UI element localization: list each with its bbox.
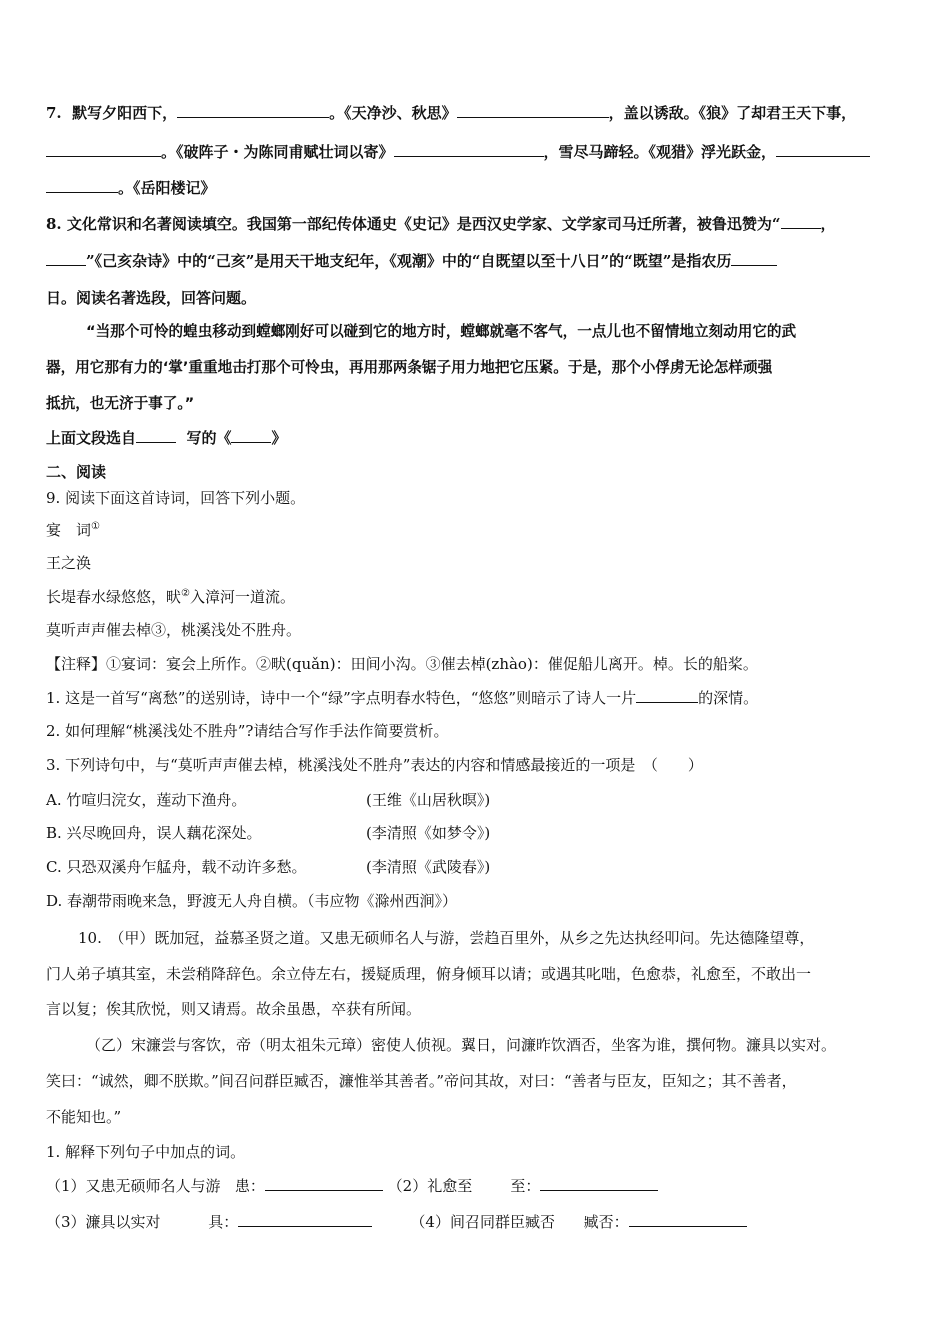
q9-blank-1[interactable] [636, 688, 698, 703]
q10-blank-2[interactable] [540, 1176, 658, 1191]
q9-sub-1: 1. 这是一首写“离愁”的送别诗，诗中一个“绿”字点明春水特色，“悠悠”则暗示了诗人一片 的深情。 [46, 689, 759, 707]
poem-notes: 【注释】①宴词：宴会上所作。②畎(quǎn)：田间小沟。③催去棹(zhào)：催促船儿离开。棹。长的船桨。 [46, 655, 758, 673]
q8-line-2: ”《己亥杂诗》中的“己亥”是用天干地支纪年，《观潮》中的“自既望以至十八日”的“既望”是指农历 [46, 251, 777, 271]
q7-blank-6[interactable] [46, 178, 118, 193]
q10-passage-a-1: 10. （甲）既加冠，益慕圣贤之道。又患无硕师名人与游，尝趋百里外，从乡之先达执经叩问。先达德隆望尊， [78, 929, 815, 947]
poem-title: 宴 词① [46, 521, 100, 539]
section-heading: 二、阅读 [46, 463, 107, 481]
q8-blank-book[interactable] [231, 428, 271, 443]
q10-blank-1[interactable] [265, 1176, 383, 1191]
q8-blank-author[interactable] [136, 428, 176, 443]
q10-passage-a-3: 言以复；俟其欣悦，则又请焉。故余虽愚，卒获有所闻。 [46, 1000, 422, 1018]
q7-blank-2[interactable] [457, 103, 609, 118]
q8-blank-1[interactable] [781, 214, 821, 229]
q8-blank-3[interactable] [731, 251, 777, 266]
q9-option-a[interactable]: A. 竹喧归浣女，莲动下渔舟。 (王维《山居秋暝》) [46, 791, 491, 809]
q10-blank-3[interactable] [238, 1212, 372, 1227]
q10-sub-1: 1. 解释下列句子中加点的词。 [46, 1143, 246, 1161]
q8-quote-1: “当那个可怜的蝗虫移动到螳螂刚好可以碰到它的地方时，螳螂就毫不客气，一点儿也不留情地立刻动用它的武 [86, 323, 797, 340]
q9-sub-3: 3. 下列诗句中，与“莫听声声催去棹，桃溪浅处不胜舟”表达的内容和情感最接近的一项是 （ ） [46, 756, 703, 774]
q7-line-2: 。《破阵子・为陈同甫赋壮词以寄》 ，雪尽马蹄轻。《观猎》浮光跃金， [46, 142, 870, 162]
q7-blank-4[interactable] [394, 142, 544, 157]
q7-line-3: 。《岳阳楼记》 [46, 178, 216, 198]
q7-blank-1[interactable] [177, 103, 329, 118]
q10-passage-b-3: 不能知也。” [46, 1108, 122, 1126]
q10-row-2: （3）濂具以实对 具： （4）间召同群臣臧否 臧否： [46, 1212, 747, 1232]
q9-option-b[interactable]: B. 兴尽晚回舟，误人藕花深处。 (李清照《如梦令》) [46, 824, 491, 842]
q8-blank-2[interactable] [46, 251, 86, 266]
poem-line-2: 莫听声声催去棹③，桃溪浅处不胜舟。 [46, 621, 302, 639]
q10-blank-4[interactable] [629, 1212, 747, 1227]
q8-quote-2: 器，用它那有力的‘掌’重重地击打那个可怜虫，再用那两条锯子用力地把它压紧。于是，那个小俘虏无论怎样顽强 [46, 359, 773, 376]
q10-passage-a-2: 门人弟子填其室，未尝稍降辞色。余立侍左右，援疑质理，俯身倾耳以请；或遇其叱咄，色愈恭，礼愈至，不敢出一 [46, 965, 812, 983]
poem-line-1: 长堤春水绿悠悠，畎②入漳河一道流。 [46, 588, 295, 606]
q8-question: 上面文段选自 写的《 》 [46, 429, 287, 447]
q9-option-d[interactable]: D. 春潮带雨晚来急，野渡无人舟自横。（韦应物《滁州西涧》） [46, 892, 458, 910]
q8-line-1: 8. 文化常识和名著阅读填空。我国第一部纪传体通史《史记》是西汉史学家、文学家司马迁所著，被鲁迅赞为“ ， [46, 215, 836, 233]
q9-sub-2: 2. 如何理解“桃溪浅处不胜舟”?请结合写作手法作简要赏析。 [46, 722, 449, 740]
q7-blank-3[interactable] [46, 142, 161, 157]
q9-intro: 9. 阅读下面这首诗词，回答下列小题。 [46, 489, 306, 507]
poem-author: 王之涣 [46, 554, 92, 572]
q7-blank-5[interactable] [776, 142, 870, 157]
q8-line-3: 日。阅读名著选段，回答问题。 [46, 289, 257, 307]
q8-quote-3: 抵抗，也无济于事了。” [46, 395, 195, 412]
q10-row-1: （1）又患无硕师名人与游 患： （2）礼愈至 至： [46, 1176, 658, 1196]
q9-option-c[interactable]: C. 只恐双溪舟乍艋舟，载不动许多愁。 (李清照《武陵春》) [46, 858, 491, 876]
q10-passage-b-2: 笑曰：“诚然，卿不朕欺。”间召问群臣臧否，濂惟举其善者。”帝问其故，对曰：“善者与臣友，臣知之；其不善者， [46, 1072, 797, 1090]
q10-passage-b-1: （乙）宋濂尝与客饮，帝（明太祖朱元璋）密使人侦视。翼日，问濂昨饮酒否，坐客为谁，撰何物。濂具以实对。 [86, 1036, 837, 1054]
q7-line-1: 7. 默写夕阳西下， 。《天净沙、秋思》 ，盖以诱敌。《狼》了却君王天下事， [46, 104, 857, 122]
